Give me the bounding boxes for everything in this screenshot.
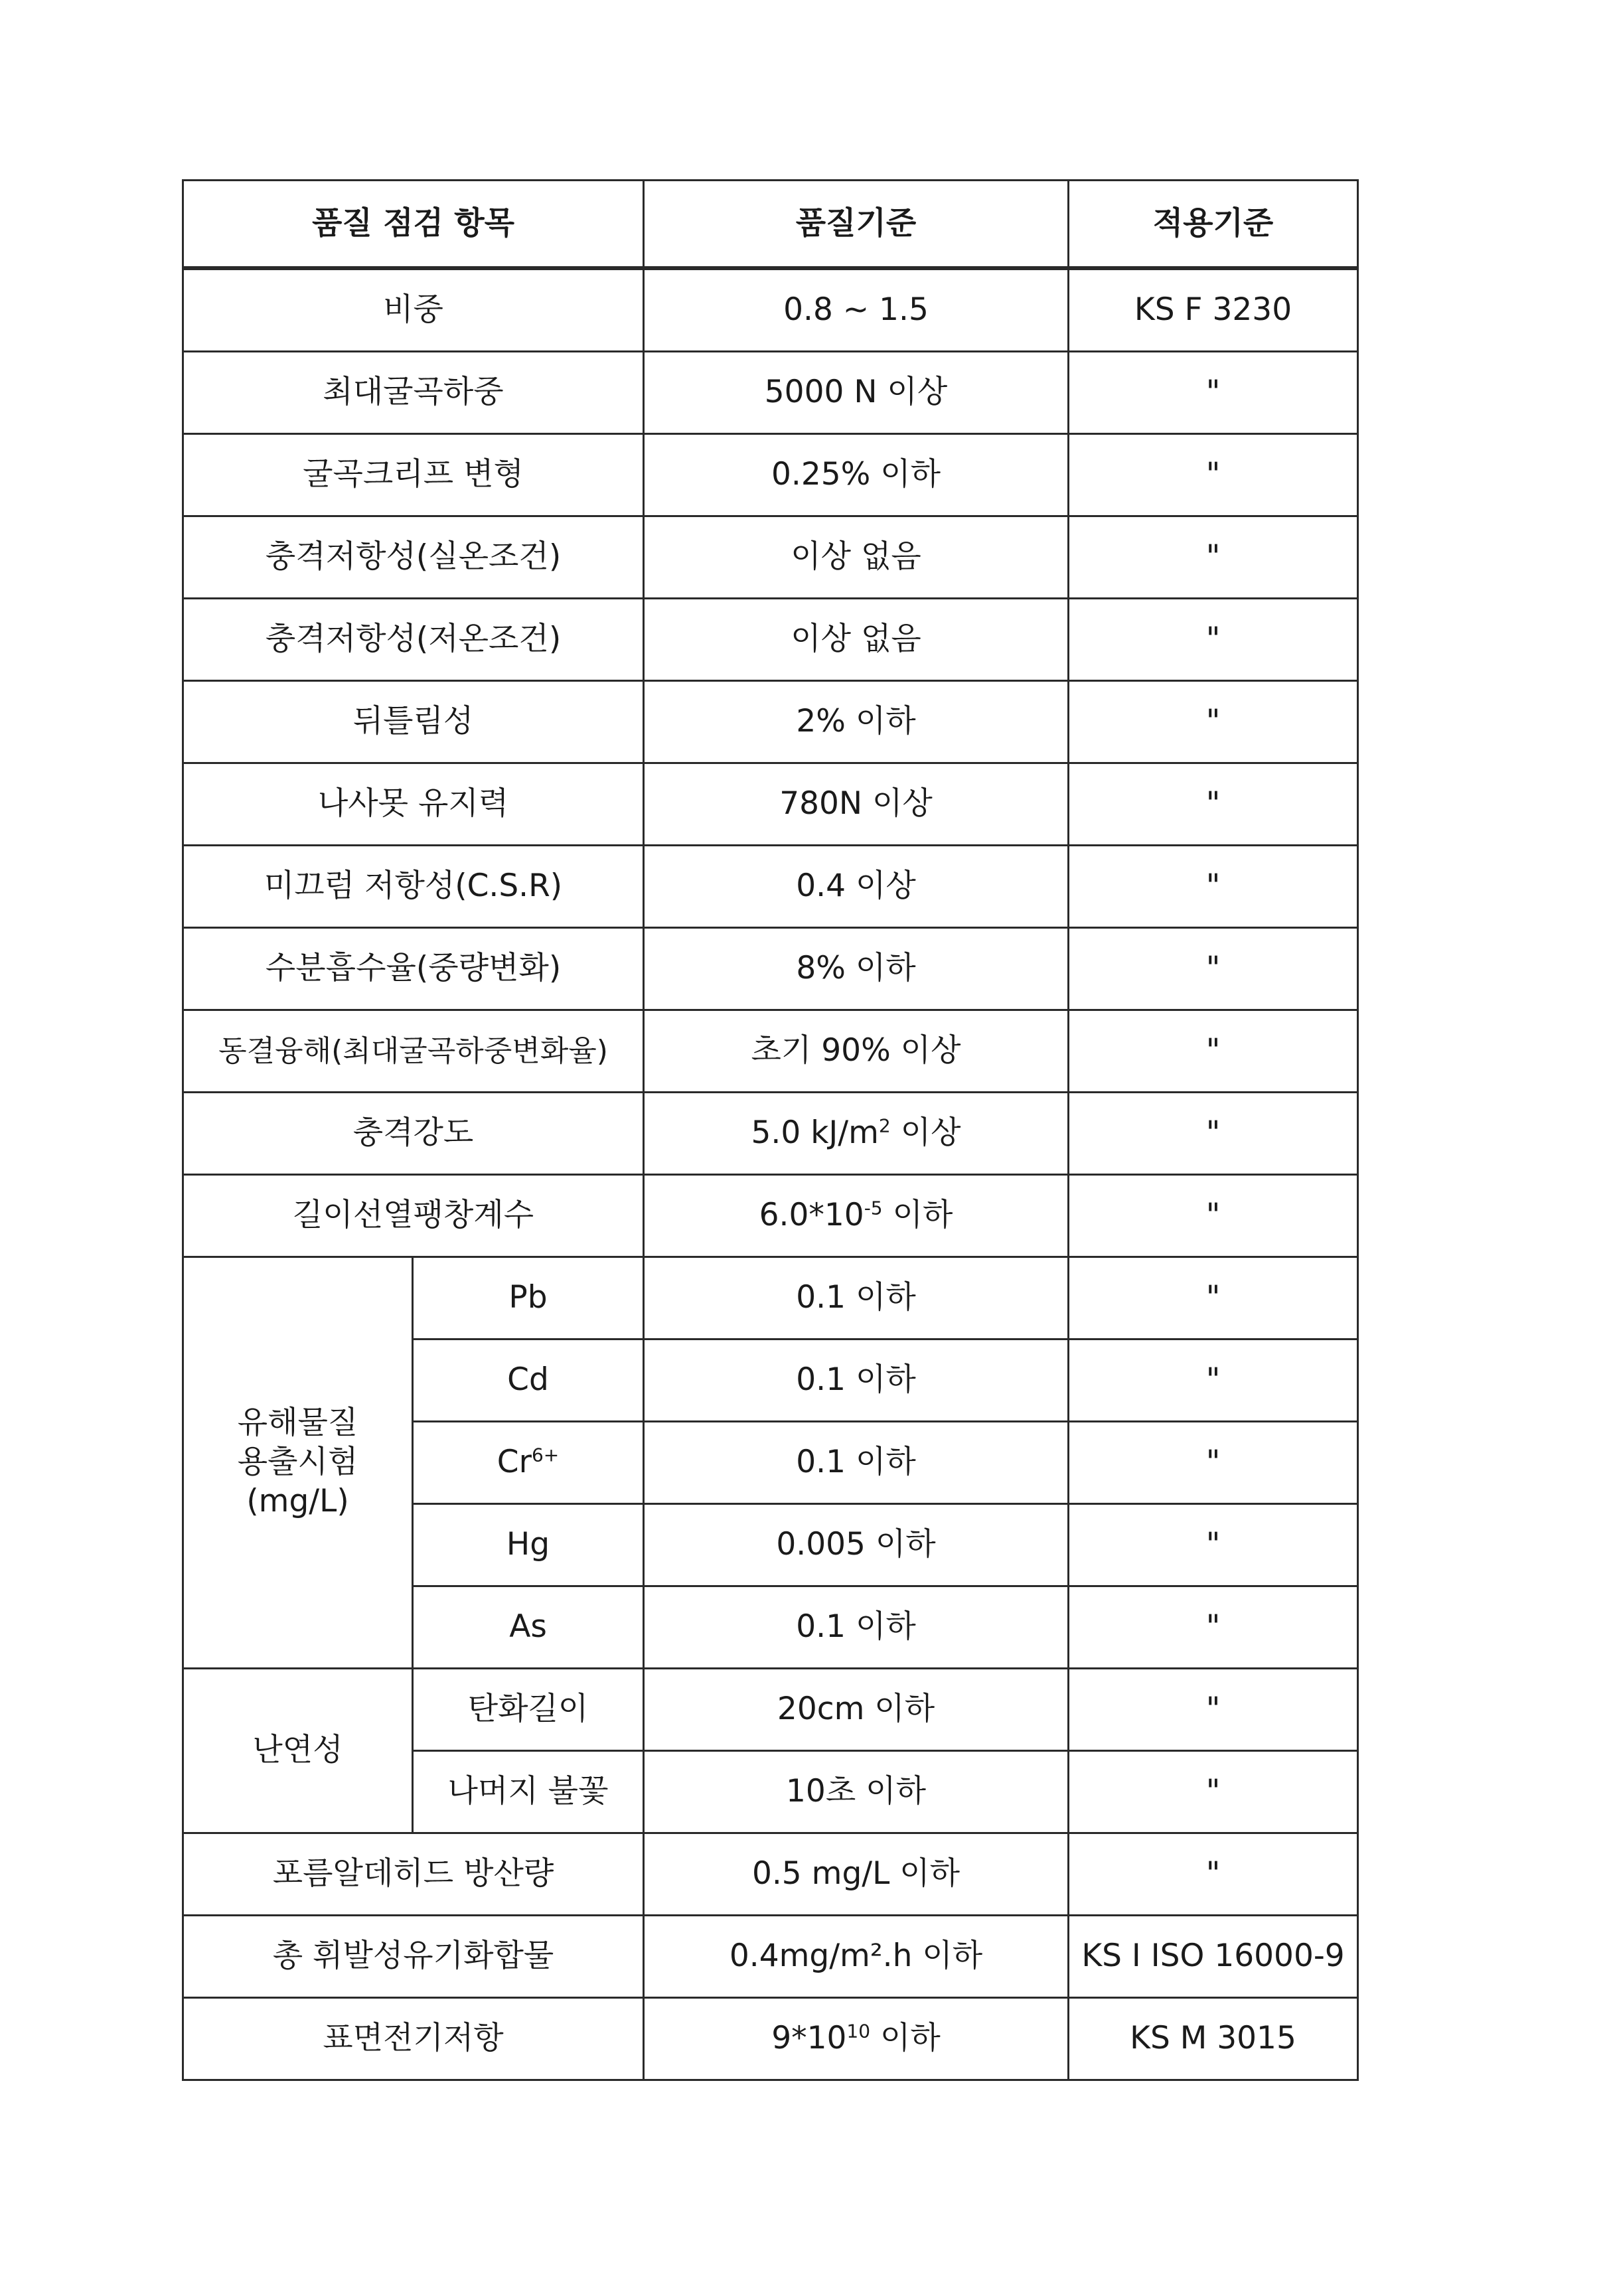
item-cell: 충격저항성(저온조건) [183,599,644,681]
item-cell: 비중 [183,268,644,352]
applied-cell: " [1069,1339,1358,1422]
standard-cell: 0.8 ~ 1.5 [644,268,1069,352]
hazard-label-line1: 유해물질 [237,1405,358,1442]
item-cell: 표면전기저항 [183,1998,644,2080]
table-row [183,928,1358,1010]
applied-cell: KS M 3015 [1069,1998,1358,2080]
hazard-group-label [183,1257,413,1669]
sub-item-cell: 나머지 불꽃 [413,1751,644,1833]
standard-cell: 20cm 이하 [644,1669,1069,1751]
item-cell: 충격강도 [183,1093,644,1175]
table-row [183,1257,1358,1339]
applied-cell: " [1069,1504,1358,1586]
table-row [183,1998,1358,2080]
standard-cell: 780N 이상 [644,763,1069,846]
header-applied: 적용기준 [1069,181,1358,269]
standard-cell: 0.4 이상 [644,846,1069,928]
standard-text: 9*10 [771,2020,847,2057]
sub-item-cell: Cd [413,1339,644,1422]
item-cell: 길이선열팽창계수 [183,1175,644,1257]
item-cell: 뒤틀림성 [183,681,644,763]
standard-cell: 0.25% 이하 [644,434,1069,516]
applied-cell: " [1069,1751,1358,1833]
standard-text: 6.0*10 [759,1197,864,1234]
item-cell: 동결융해(최대굴곡하중변화율) [183,1010,644,1093]
standard-cell: 이상 없음 [644,599,1069,681]
sub-item-superscript: 6+ [531,1444,560,1466]
flame-group-label: 난연성 [183,1669,413,1833]
applied-cell: " [1069,846,1358,928]
applied-cell: KS F 3230 [1069,268,1358,352]
header-standard: 품질기준 [644,181,1069,269]
sub-item-text: Cr [497,1444,532,1481]
item-cell: 최대굴곡하중 [183,352,644,434]
quality-spec-table [182,179,1359,2081]
standard-cell: 0.5 mg/L 이하 [644,1833,1069,1916]
table-row [183,1093,1358,1175]
hazard-label-line2: 용출시험 [237,1444,358,1481]
standard-cell: 0.4mg/m².h 이하 [644,1916,1069,1998]
standard-cell: 2% 이하 [644,681,1069,763]
item-cell: 포름알데히드 방산량 [183,1833,644,1916]
standard-cell: 8% 이하 [644,928,1069,1010]
sub-item-cell: As [413,1586,644,1669]
table-row [183,763,1358,846]
applied-cell: " [1069,434,1358,516]
applied-cell: KS I ISO 16000-9 [1069,1916,1358,1998]
sub-item-cell: 탄화길이 [413,1669,644,1751]
applied-cell: " [1069,1586,1358,1669]
standard-cell: 0.1 이하 [644,1586,1069,1669]
table-row [183,1175,1358,1257]
applied-cell: " [1069,928,1358,1010]
item-cell: 충격저항성(실온조건) [183,516,644,599]
applied-cell: " [1069,1422,1358,1504]
header-item: 품질 점검 항목 [183,181,644,269]
standard-superscript: 2 [878,1114,891,1137]
standard-cell: 0.1 이하 [644,1422,1069,1504]
hazard-label-line3: (mg/L) [246,1482,349,1519]
item-cell: 수분흡수율(중량변화) [183,928,644,1010]
applied-cell: " [1069,1257,1358,1339]
standard-text-suffix: 이상 [890,1114,961,1152]
table-row [183,846,1358,928]
table-row [183,1669,1358,1751]
standard-superscript: -5 [864,1197,883,1219]
applied-cell: " [1069,681,1358,763]
sub-item-cell: Pb [413,1257,644,1339]
sub-item-cell: Hg [413,1504,644,1586]
standard-cell: 0.1 이하 [644,1339,1069,1422]
standard-cell [644,1093,1069,1175]
table-row [183,268,1358,352]
applied-cell: " [1069,599,1358,681]
table-row [183,516,1358,599]
item-cell: 나사못 유지력 [183,763,644,846]
item-cell: 총 휘발성유기화합물 [183,1916,644,1998]
applied-cell: " [1069,1669,1358,1751]
table-row [183,681,1358,763]
table-row [183,1916,1358,1998]
standard-cell: 10초 이하 [644,1751,1069,1833]
standard-cell: 5000 N 이상 [644,352,1069,434]
sub-item-cell [413,1422,644,1504]
standard-cell [644,1998,1069,2080]
table-row [183,1010,1358,1093]
table-row [183,352,1358,434]
applied-cell: " [1069,1010,1358,1093]
item-cell: 미끄럼 저항성(C.S.R) [183,846,644,928]
applied-cell: " [1069,763,1358,846]
item-cell: 굴곡크리프 변형 [183,434,644,516]
applied-cell: " [1069,1093,1358,1175]
standard-cell: 이상 없음 [644,516,1069,599]
header-row [183,181,1358,269]
standard-text-suffix: 이하 [870,2020,941,2057]
applied-cell: " [1069,1833,1358,1916]
table-row [183,1833,1358,1916]
applied-cell: " [1069,516,1358,599]
standard-text-suffix: 이하 [882,1197,953,1234]
standard-cell: 0.005 이하 [644,1504,1069,1586]
standard-cell: 0.1 이하 [644,1257,1069,1339]
standard-cell: 초기 90% 이상 [644,1010,1069,1093]
applied-cell: " [1069,1175,1358,1257]
table-row [183,434,1358,516]
standard-superscript: 10 [846,2020,871,2042]
standard-cell [644,1175,1069,1257]
standard-text: 5.0 kJ/m [751,1114,879,1152]
table-row [183,599,1358,681]
applied-cell: " [1069,352,1358,434]
